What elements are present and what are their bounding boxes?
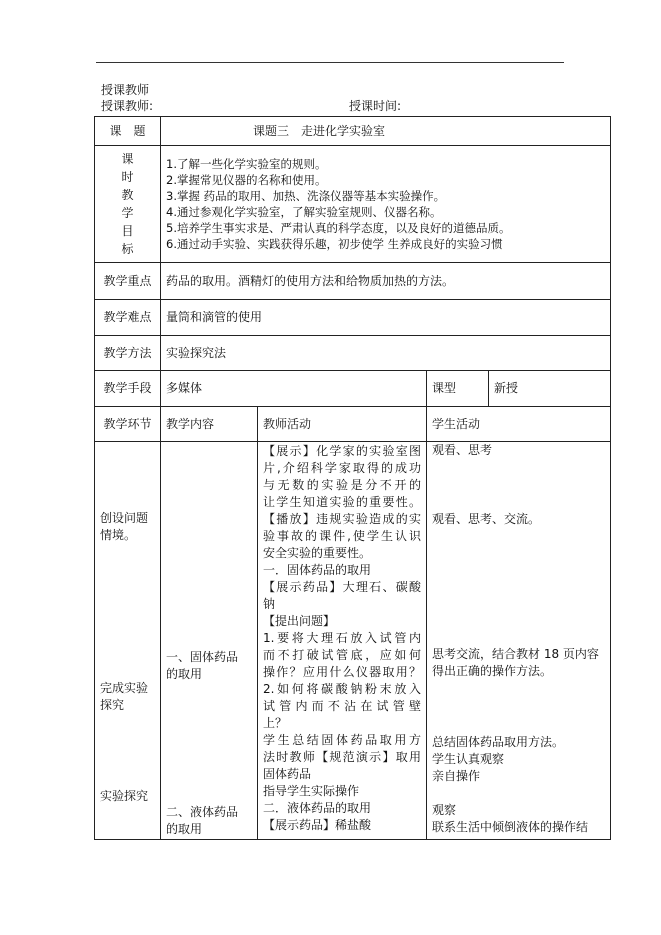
activity-row — [95, 442, 611, 840]
difficulties-row — [95, 300, 611, 336]
teacher-line: 操作？应用什么仪器取用？ — [263, 665, 421, 679]
teacher-line: 一．固体药品的取用 — [263, 563, 372, 577]
teacher-line: 固体药品 — [263, 767, 312, 781]
topic-row — [95, 117, 611, 146]
content-label: 的取用 — [166, 667, 203, 681]
content-label: 的取用 — [166, 822, 203, 836]
student-activity-cell — [427, 442, 611, 840]
student-line: 得出正确的操作方法。 — [432, 664, 553, 678]
stage-label: 创设问题 — [100, 511, 149, 525]
teacher-line: 让学生知道实验的重要性。 — [263, 495, 421, 509]
teacher-line: 验事故的课件,使学生认识 — [263, 529, 421, 543]
time-field-label: 授课时间: — [349, 99, 402, 113]
col-stage-header: 教学环节 — [95, 407, 161, 442]
teacher-line: 学生总结固体药品取用方 — [263, 733, 421, 747]
student-line: 联系生活中倾倒液体的操作结 — [432, 820, 589, 834]
col-teacher-header: 教师活动 — [258, 407, 427, 442]
col-content-header: 教学内容 — [161, 407, 258, 442]
student-line: 观看、思考 — [432, 443, 493, 457]
teacher-label: 授课教师 — [101, 83, 150, 97]
student-line: 亲自操作 — [432, 769, 481, 783]
objective-item: 3.掌握 药品的取用、加热、洗涤仪器等基本实验操作。 — [166, 189, 446, 203]
difficulties-label: 教学难点 — [95, 300, 161, 336]
content-label: 二、液体药品 — [166, 805, 239, 819]
method-label: 教学方法 — [95, 336, 161, 371]
objective-item: 1.了解一些化学实验室的规则。 — [166, 157, 327, 171]
teacher-line: 与无数的实验是分不开的 — [263, 478, 421, 492]
class-type-value: 新授 — [489, 371, 611, 407]
topic-value: 课题三 走进化学实验室 — [161, 117, 611, 146]
objective-item: 4.通过参观化学实验室，了解实验室规则、仪器名称。 — [166, 205, 442, 219]
top-rule — [96, 62, 564, 63]
teacher-line: 【展示】化学家的实验室图 — [263, 444, 421, 458]
teacher-line: 安全实验的重要性。 — [263, 546, 372, 560]
key-points-value: 药品的取用。酒精灯的使用方法和给物质加热的方法。 — [161, 263, 611, 300]
teacher-line: 钠 — [263, 597, 276, 611]
teacher-line: 片,介绍科学家取得的成功 — [263, 461, 421, 475]
teacher-line: 法时教师【规范演示】取用 — [263, 750, 421, 764]
teacher-field-label: 授课教师: — [101, 99, 154, 113]
teacher-line: 【播放】违规实验造成的实 — [263, 512, 421, 526]
teacher-line: 试管内而不沾在试管壁 — [263, 699, 421, 713]
stage-label: 完成实验 — [100, 681, 149, 695]
objectives-label: 课 时 教 学 目 标 — [95, 146, 161, 263]
difficulties-value: 量筒和滴管的使用 — [161, 300, 611, 336]
objectives-list — [161, 146, 611, 263]
student-line: 观察 — [432, 803, 457, 817]
stage-label: 实验探究 — [100, 789, 149, 803]
content-cell — [161, 442, 258, 840]
objective-item: 2.掌握常见仪器的名称和使用。 — [166, 173, 327, 187]
stage-label: 探究 — [100, 698, 125, 712]
stage-cell — [95, 442, 161, 840]
method-value: 实验探究法 — [161, 336, 611, 371]
teacher-line: 指导学生实际操作 — [263, 784, 360, 798]
means-label: 教学手段 — [95, 371, 161, 407]
teacher-line: 2.如何将碳酸钠粉末放入 — [263, 682, 421, 696]
method-row — [95, 336, 611, 371]
objective-item: 6.通过动手实验、实践获得乐趣，初步使学 生养成良好的实验习惯 — [166, 237, 503, 251]
student-line: 学生认真观察 — [432, 752, 505, 766]
objectives-row — [95, 146, 611, 263]
objective-item: 5.培养学生事实求是、严肃认真的科学态度，以及良好的道德品质。 — [166, 221, 511, 235]
teacher-line: 【提出问题】 — [263, 614, 336, 628]
topic-label: 课 题 — [95, 117, 161, 146]
lesson-plan-table — [94, 116, 611, 840]
means-row — [95, 371, 611, 407]
content-label: 一、固体药品 — [166, 650, 239, 664]
teacher-activity-cell — [258, 442, 427, 840]
teacher-line: 【展示药品】大理石、碳酸 — [263, 580, 421, 594]
stage-label: 情境。 — [100, 528, 137, 542]
column-header-row — [95, 407, 611, 442]
teacher-line: 1.要将大理石放入试管内 — [263, 631, 421, 645]
student-line: 思考交流，结合教材 18 页内容 — [432, 647, 599, 661]
teacher-line: 二．液体药品的取用 — [263, 801, 372, 815]
student-line: 观看、思考、交流。 — [432, 512, 541, 526]
student-line: 总结固体药品取用方法。 — [432, 735, 565, 749]
means-value: 多媒体 — [161, 371, 427, 407]
key-points-label: 教学重点 — [95, 263, 161, 300]
teacher-line: 上？ — [263, 716, 288, 730]
teacher-line: 【展示药品】稀盐酸 — [263, 818, 372, 832]
teacher-line: 而不打破试管底，应如何 — [263, 648, 421, 662]
col-student-header: 学生活动 — [427, 407, 611, 442]
key-points-row — [95, 263, 611, 300]
class-type-label: 课型 — [427, 371, 489, 407]
